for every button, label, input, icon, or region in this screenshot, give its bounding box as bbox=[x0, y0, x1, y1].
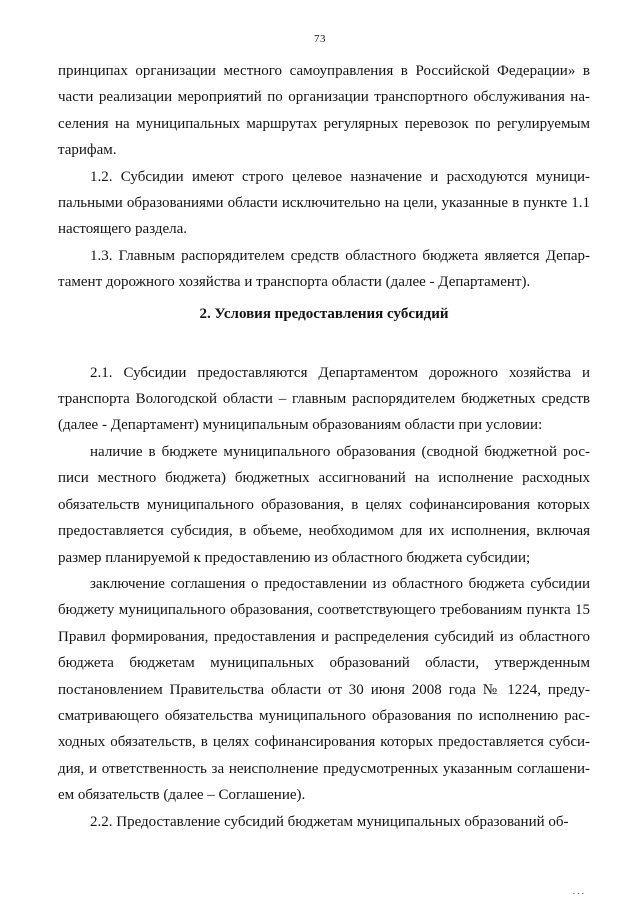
paragraph-continuation: принципах организации местного самоуправления в Российской Федерации» в части реализации мероприятий по организации транспортного обслуживания населения на муниципальных маршрутах регулярных перевозок по регулируемым тарифам. bbox=[58, 63, 590, 159]
paragraph-2-1: 2.1. Субсидии предоставляются Департаментом дорожного хозяйства и транспорта Вологодской области – главным распорядителем бюджетных средств (далее - Департамент) муниципальным образованиям области при условии: bbox=[58, 364, 590, 434]
condition-agreement: заключение соглашения о предоставлении из областного бюджета субсидии бюджету муниципального образования, соответствующего требованиям пункта 15 Правил формирования, предоставления и распределения субсидий из областного бюджета бюджетам муниципальных образований области, утвержденным постановлением Правительства области от 30 июня 2008 года № 1224, предусматривающего обязательства муниципального образования по исполнению расходных обязательств, в целях софинансирования которых предоставляется субсидия, и ответственность за неисполнение предусмотренных указанным соглашением обязательств (далее – Соглашение). bbox=[58, 575, 590, 804]
condition-budget-allocation: наличие в бюджете муниципального образования (сводной бюджетной росписи местного бюджета) бюджетных ассигнований на исполнение расходных обязательств муниципального образования, в целях софинансирования которых предоставляется субсидия, в объеме, необходимом для их исполнения, включая размер планируемой к предоставлению из областного бюджета субсидии; bbox=[58, 443, 590, 566]
paragraph-2-2: 2.2. Предоставление субсидий бюджетам муниципальных образований об- bbox=[90, 813, 569, 830]
paragraph-1-3: 1.3. Главным распорядителем средств областного бюджета является Департамент дорожного хозяйства и транспорта области (далее - Департамент). bbox=[58, 247, 590, 291]
document-body bbox=[58, 58, 590, 835]
page-number: 73 bbox=[314, 33, 326, 45]
section-heading: 2. Условия предоставления субсидий bbox=[199, 305, 449, 322]
scan-corner-mark: . . . bbox=[572, 886, 584, 896]
paragraph-1-2: 1.2. Субсидии имеют строго целевое назначение и расходуются муниципальными образованиями области исключительно на цели, указанные в пункте 1.1 настоящего раздела. bbox=[58, 168, 590, 238]
